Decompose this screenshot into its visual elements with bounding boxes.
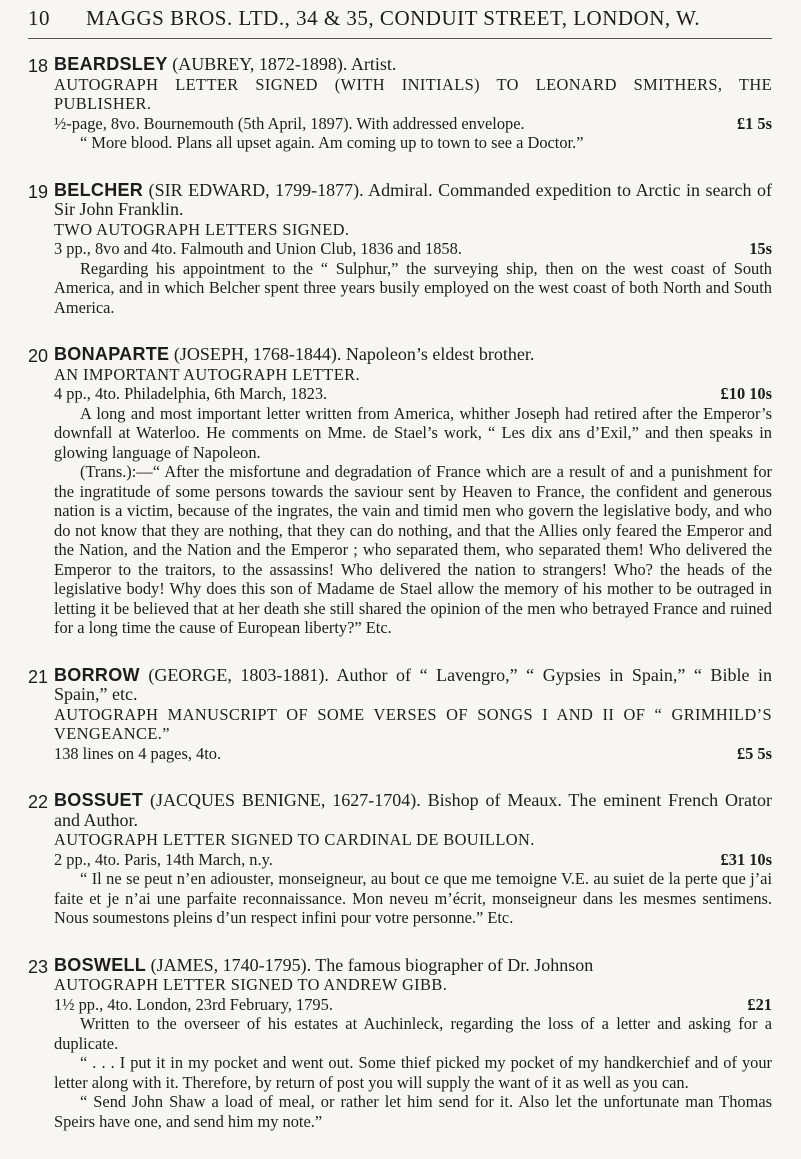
header-rule (28, 38, 772, 39)
entry-paragraph: “ . . . I put it in my pocket and went out. Some thief picked my pocket of my handkerchief and of your letter along with it. Therefore, by return of post you will supply the want of it as well as you can. (54, 1053, 772, 1092)
item-caption: AUTOGRAPH MANUSCRIPT OF SOME VERSES OF SONGS I AND II OF “ GRIMHILD’S VENGEANCE.” (54, 704, 772, 743)
item-collation (28, 114, 772, 134)
entry-description-heading: (JACQUES BENIGNE, 1627-1704). Bishop of Meaux. The eminent French Orator and Author. (54, 790, 772, 830)
entry-name: BEARDSLEY (54, 54, 168, 74)
collation-text: 2 pp., 4to. Paris, 14th March, n.y. (54, 849, 273, 869)
item-price: £5 5s (736, 743, 772, 763)
publisher-line: MAGGS BROS. LTD., 34 & 35, CONDUIT STREET, LONDON, W. (86, 6, 701, 30)
catalogue-entry (28, 55, 772, 153)
entry-number: 21 (28, 666, 49, 687)
item-price: £10 10s (720, 384, 772, 403)
item-caption: AUTOGRAPH LETTER SIGNED TO ANDREW GIBB. (54, 975, 448, 994)
entry-name: BORROW (54, 664, 140, 685)
page-number: 10 (28, 6, 50, 30)
entry-number: 20 (28, 346, 49, 366)
item-caption: AN IMPORTANT AUTOGRAPH LETTER. (54, 364, 360, 384)
entry-name: BOSSUET (54, 790, 144, 810)
catalogue-entry (28, 956, 772, 1132)
catalogue-entry (28, 791, 772, 928)
item-collation (28, 239, 772, 259)
catalogue-entry (28, 345, 772, 638)
collation-text: 4 pp., 4to. Philadelphia, 6th March, 1823. (54, 384, 328, 403)
item-caption: AUTOGRAPH LETTER SIGNED (WITH INITIALS) TO LEONARD SMITHERS, THE PUBLISHER. (54, 74, 772, 113)
item-price: £21 (747, 994, 772, 1014)
entry-paragraph: Regarding his appointment to the “ Sulphur,” the surveying ship, then on the west coast of South America, and in which Belcher spent three years busily employed on the west coast of both North and South America. (54, 258, 772, 317)
entry-description-heading: (AUBREY, 1872-1898). Artist. (167, 54, 397, 74)
entry-description-heading: (GEORGE, 1803-1881). Author of “ Lavengro,” “ Gypsies in Spain,” “ Bible in Spain,” etc. (54, 664, 772, 704)
item-caption: TWO AUTOGRAPH LETTERS SIGNED. (54, 219, 350, 239)
entry-paragraph: “ Send John Shaw a load of meal, or rather let him send for it. Also let the unfortunate man Thomas Speirs have one, and send him my note.” (54, 1092, 772, 1131)
entry-number: 23 (28, 956, 49, 977)
entry-description-heading: (JOSEPH, 1768-1844). Napoleon’s eldest brother. (169, 344, 535, 364)
item-collation (28, 995, 772, 1015)
item-collation (28, 850, 772, 870)
collation-text: 3 pp., 8vo and 4to. Falmouth and Union Club, 1836 and 1858. (54, 239, 462, 258)
entry-name: BONAPARTE (54, 344, 170, 364)
entry-heading (28, 791, 772, 830)
collation-text: 1½ pp., 4to. London, 23rd February, 1795. (54, 994, 333, 1014)
collation-text: 138 lines on 4 pages, 4to. (54, 743, 222, 763)
entry-heading (28, 956, 772, 976)
item-price: £1 5s (736, 113, 772, 133)
entry-name: BELCHER (54, 179, 144, 200)
page-header (28, 6, 773, 31)
entry-description-heading: (JAMES, 1740-1795). The famous biographer of Dr. Johnson (146, 954, 594, 975)
entry-heading (28, 55, 772, 75)
entry-heading (28, 181, 772, 220)
item-price: £31 10s (720, 849, 772, 869)
entry-paragraph: “ More blood. Plans all upset again. Am coming up to town to see a Doctor.” (80, 133, 584, 152)
entry-number: 19 (28, 181, 49, 202)
entry-number: 22 (28, 792, 49, 812)
item-collation (28, 744, 772, 764)
entry-heading (28, 666, 772, 705)
collation-text: ½-page, 8vo. Bournemouth (5th April, 1897). With addressed envelope. (54, 113, 525, 133)
item-collation (28, 384, 772, 404)
catalogue-entries (28, 55, 772, 1159)
entry-heading (28, 345, 772, 365)
entry-paragraph: (Trans.):—“ After the misfortune and degradation of France which are a result of and a punishment for the ingratitude of some persons towards the saviour sent by Heaven to France, the confident and generous nation is a victim, because of the ingrates, the vain and timid men who govern the legislative body, and who do not know that they are nothing, that they can do nothing, and that the Allies only feared the Emperor and the Nation, and the Nation and the Emperor ; who separated them, who separated them! Who delivered the Emperor to the traitors, to the assassins! Who delivered the nation to strangers! Who? the heads of the legislative body! Why does this son of Madame de Stael allow the memory of his mother to be outraged in letting it be believed that at her death she still shared the opinion of the men who betrayed France and ruined for a long time the cause of European liberty?” Etc. (54, 462, 772, 637)
catalogue-entry (28, 666, 772, 764)
entry-description-heading: (SIR EDWARD, 1799-1877). Admiral. Commanded expedition to Arctic in search of Sir John Franklin. (54, 179, 772, 219)
entry-paragraph: “ Il ne se peut n’en adiouster, monseigneur, au bout ce que me temoigne V.E. au suiet de la perte que j’ai faite et je n’ai une parfaite reconnaissance. Mon neveu m’écrit, monseigneur dans les mesmes sentimens. Nous soumestons pleins d’un respect infini pour votre personne.” Etc. (54, 869, 772, 927)
item-caption: AUTOGRAPH LETTER SIGNED TO CARDINAL DE BOUILLON. (54, 830, 535, 849)
entry-number: 18 (28, 56, 49, 76)
entry-paragraph: A long and most important letter written from America, whither Joseph had retired after the Emperor’s downfall at Waterloo. He comments on Mme. de Stael’s work, “ Les dix ans d’Exil,” and then speaks in glowing language of Napoleon. (54, 403, 772, 462)
item-price: 15s (749, 239, 772, 258)
entry-paragraph: Written to the overseer of his estates at Auchinleck, regarding the loss of a letter and asking for a duplicate. (54, 1014, 772, 1053)
catalogue-entry (28, 181, 772, 318)
entry-name: BOSWELL (54, 954, 147, 975)
